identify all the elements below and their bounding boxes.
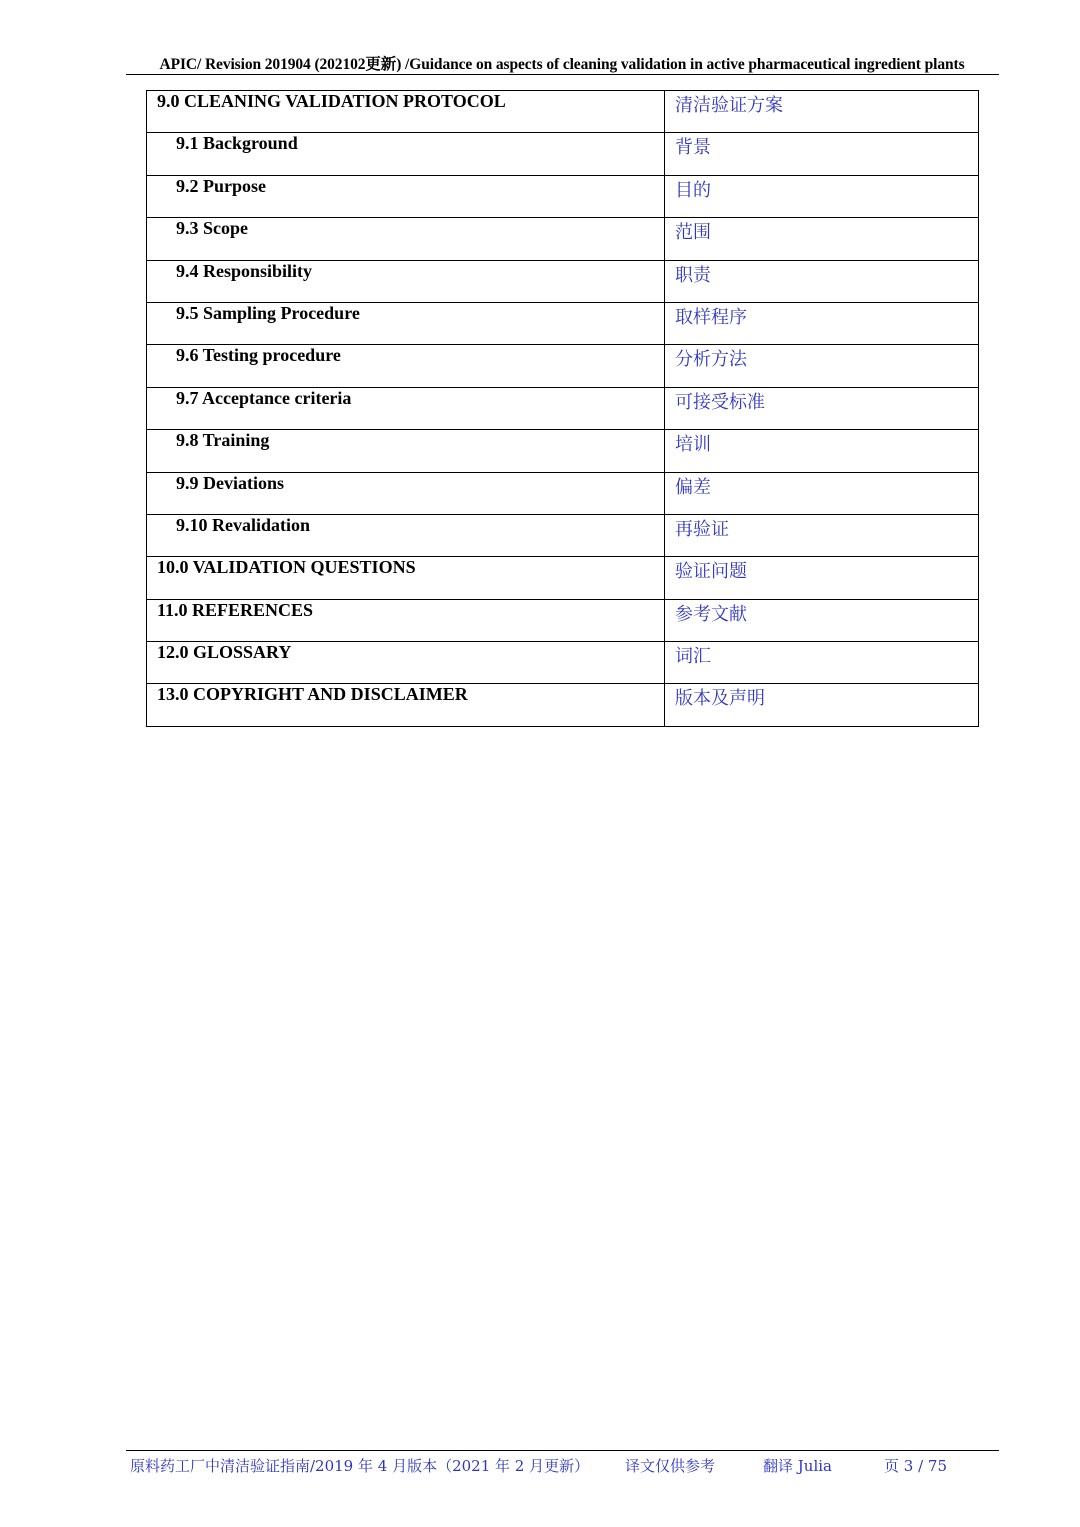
toc-entry-en: 10.0 VALIDATION QUESTIONS bbox=[147, 557, 665, 599]
toc-entry-zh: 版本及声明 bbox=[665, 684, 979, 726]
toc-row bbox=[147, 91, 979, 133]
toc-entry-en: 9.1 Background bbox=[147, 133, 665, 175]
toc-row bbox=[147, 302, 979, 344]
toc-entry-en: 13.0 COPYRIGHT AND DISCLAIMER bbox=[147, 684, 665, 726]
toc-row bbox=[147, 175, 979, 217]
toc-entry-en: 9.0 CLEANING VALIDATION PROTOCOL bbox=[147, 91, 665, 133]
toc-entry-zh: 取样程序 bbox=[665, 302, 979, 344]
toc-entry-zh: 职责 bbox=[665, 260, 979, 302]
toc-entry-zh: 参考文献 bbox=[665, 599, 979, 641]
toc-entry-en: 9.10 Revalidation bbox=[147, 514, 665, 556]
toc-table bbox=[146, 90, 979, 727]
toc-row bbox=[147, 218, 979, 260]
toc-entry-en: 9.4 Responsibility bbox=[147, 260, 665, 302]
footer-page-number: 页 3 / 75 bbox=[884, 1457, 947, 1475]
toc-row bbox=[147, 514, 979, 556]
toc-row bbox=[147, 599, 979, 641]
footer-doc-title: 原料药工厂中清洁验证指南/2019 年 4 月版本（2021 年 2 月更新） bbox=[130, 1457, 590, 1475]
toc-entry-zh: 可接受标准 bbox=[665, 387, 979, 429]
toc-row bbox=[147, 133, 979, 175]
toc-entry-zh: 偏差 bbox=[665, 472, 979, 514]
toc-row bbox=[147, 345, 979, 387]
toc-entry-zh: 验证问题 bbox=[665, 557, 979, 599]
header-rule bbox=[126, 74, 999, 75]
toc-entry-zh: 词汇 bbox=[665, 642, 979, 684]
toc-entry-en: 9.7 Acceptance criteria bbox=[147, 387, 665, 429]
toc-entry-zh: 目的 bbox=[665, 175, 979, 217]
toc-row bbox=[147, 387, 979, 429]
toc-entry-zh: 清洁验证方案 bbox=[665, 91, 979, 133]
toc-entry-en: 12.0 GLOSSARY bbox=[147, 642, 665, 684]
toc-entry-en: 9.9 Deviations bbox=[147, 472, 665, 514]
toc-entry-zh: 分析方法 bbox=[665, 345, 979, 387]
toc-row bbox=[147, 472, 979, 514]
toc-entry-zh: 范围 bbox=[665, 218, 979, 260]
footer-rule bbox=[126, 1450, 999, 1451]
toc-entry-en: 9.3 Scope bbox=[147, 218, 665, 260]
toc-entry-zh: 再验证 bbox=[665, 514, 979, 556]
toc-entry-zh: 背景 bbox=[665, 133, 979, 175]
footer-note: 译文仅供参考 bbox=[625, 1457, 716, 1475]
footer-translator: 翻译 Julia bbox=[763, 1457, 832, 1475]
toc-entry-en: 9.2 Purpose bbox=[147, 175, 665, 217]
toc-row bbox=[147, 557, 979, 599]
toc-entry-en: 9.6 Testing procedure bbox=[147, 345, 665, 387]
toc-row bbox=[147, 260, 979, 302]
toc-row bbox=[147, 430, 979, 472]
toc-row bbox=[147, 684, 979, 726]
toc-entry-en: 11.0 REFERENCES bbox=[147, 599, 665, 641]
toc-entry-en: 9.8 Training bbox=[147, 430, 665, 472]
toc-row bbox=[147, 642, 979, 684]
running-header: APIC/ Revision 201904 (202102更新) /Guidance on aspects of cleaning validation in active pharmaceutical ingredient plants bbox=[159, 56, 965, 73]
toc-entry-zh: 培训 bbox=[665, 430, 979, 472]
toc-body bbox=[147, 91, 979, 727]
toc-entry-en: 9.5 Sampling Procedure bbox=[147, 302, 665, 344]
